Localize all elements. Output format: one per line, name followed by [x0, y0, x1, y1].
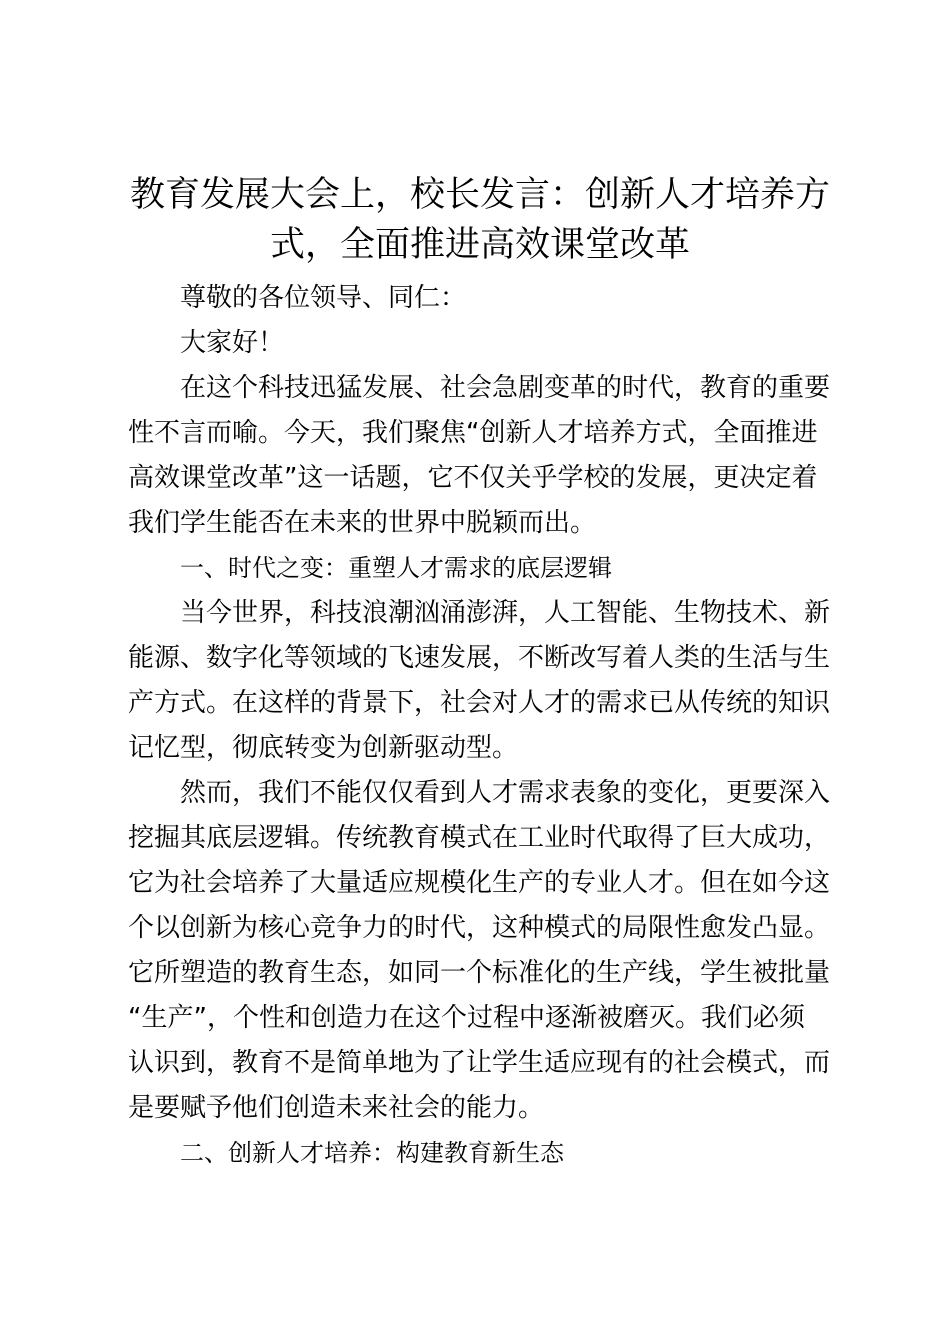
- paragraph-3-line: 挖掘其底层逻辑。传统教育模式在工业时代取得了巨大成功，: [128, 823, 831, 853]
- document-body: [128, 276, 832, 1176]
- paragraph-3-line: 认识到，教育不是简单地为了让学生适应现有的社会模式，而: [128, 1048, 831, 1078]
- paragraph-2-line: 能源、数字化等领域的飞速发展，不断改写着人类的生活与生: [128, 643, 831, 673]
- paragraph-1-line: 在这个科技迅猛发展、社会急剧变革的时代，教育的重要: [180, 373, 831, 403]
- paragraph-2-line: 产方式。在这样的背景下，社会对人才的需求已从传统的知识: [128, 688, 831, 718]
- paragraph-3-line: 是要赋予他们创造未来社会的能力。: [128, 1093, 545, 1123]
- paragraph-2: [128, 591, 832, 771]
- paragraph-3-line: 然而，我们不能仅仅看到人才需求表象的变化，更要深入: [180, 778, 831, 808]
- paragraph-1: [128, 366, 832, 546]
- paragraph-1-line: 高效课堂改革”这一话题，它不仅关乎学校的发展，更决定着: [128, 463, 818, 493]
- salutation: [128, 276, 832, 321]
- paragraph-3: [128, 771, 832, 1131]
- paragraph-1-line: 我们学生能否在未来的世界中脱颖而出。: [128, 508, 597, 538]
- title-line-2: 式，全面推进高效课堂改革: [269, 225, 690, 265]
- paragraph-3-line: 它所塑造的教育生态，如同一个标准化的生产线，学生被批量: [128, 958, 831, 988]
- paragraph-2-line: 当今世界，科技浪潮汹涌澎湃，人工智能、生物技术、新: [180, 598, 831, 628]
- section-heading-1: [128, 546, 832, 591]
- salutation-text: 尊敬的各位领导、同仁：: [180, 283, 467, 313]
- paragraph-1-line: 性不言而喻。今天，我们聚焦“创新人才培养方式，全面推进: [128, 418, 818, 448]
- paragraph-3-line: 它为社会培养了大量适应规模化生产的专业人才。但在如今这: [128, 868, 831, 898]
- section-heading-1-text: 一、时代之变：重塑人才需求的底层逻辑: [180, 554, 612, 582]
- greeting-text: 大家好！: [180, 328, 285, 358]
- paragraph-2-line: 记忆型，彻底转变为创新驱动型。: [128, 733, 519, 763]
- paragraph-3-line: 个以创新为核心竞争力的时代，这种模式的局限性愈发凸显。: [128, 913, 831, 943]
- greeting: [128, 321, 832, 366]
- section-heading-2: [128, 1131, 832, 1176]
- paragraph-3-line: “生产”，个性和创造力在这个过程中逐渐被磨灭。我们必须: [128, 1003, 805, 1033]
- document-page: [128, 170, 832, 1176]
- title-line-1: 教育发展大会上，校长发言：创新人才培养方: [129, 175, 830, 215]
- document-title: [128, 170, 832, 270]
- section-heading-2-text: 二、创新人才培养：构建教育新生态: [180, 1139, 564, 1167]
